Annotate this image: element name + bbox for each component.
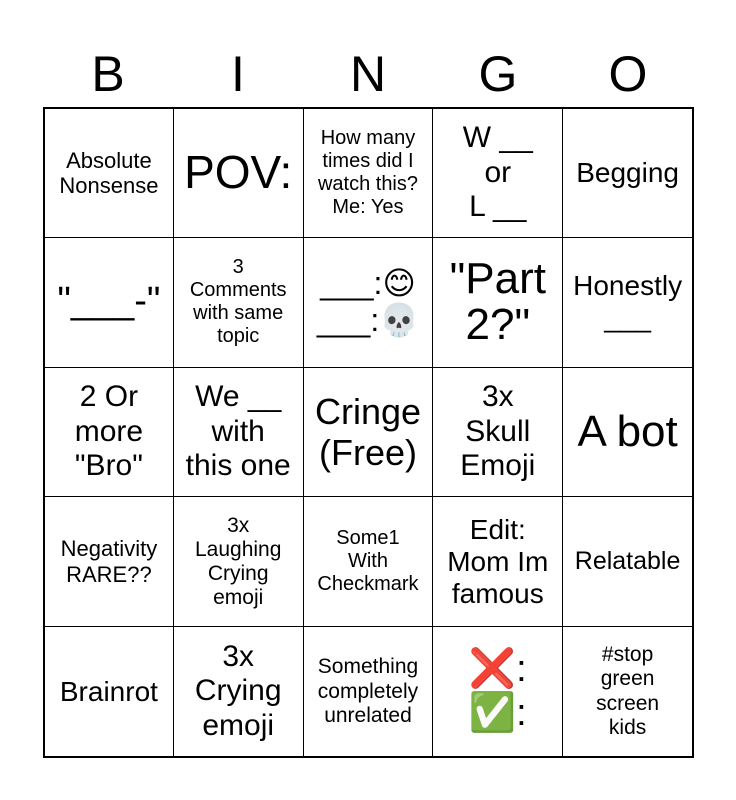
bingo-cell-r3c1[interactable]: 2 Or more "Bro" (44, 367, 174, 498)
bingo-cell-r2c4[interactable]: "Part 2?" (432, 237, 563, 368)
bingo-cell-r2c5[interactable]: Honestly ___ (562, 237, 693, 368)
bingo-cell-r5c5[interactable]: #stop green screen kids (562, 626, 693, 757)
bingo-cell-r5c3[interactable]: Something completely unrelated (303, 626, 434, 757)
header-letter-o: O (608, 46, 648, 102)
bingo-cell-r1c3[interactable]: How many times did I watch this? Me: Yes (303, 108, 434, 238)
bingo-cell-r3c2[interactable]: We __ with this one (173, 367, 304, 498)
bingo-cell-r2c1[interactable]: "___-" (44, 237, 174, 368)
bingo-cell-r2c2[interactable]: 3 Comments with same topic (173, 237, 304, 368)
bingo-board (43, 107, 694, 758)
bingo-cell-r2c3[interactable]: ___:😊 ___:💀 (303, 237, 434, 368)
header-letter-i: I (231, 46, 245, 102)
bingo-cell-r5c1[interactable]: Brainrot (44, 626, 174, 757)
bingo-cell-r3c3[interactable]: Cringe (Free) (303, 367, 434, 498)
bingo-cell-r1c1[interactable]: Absolute Nonsense (44, 108, 174, 238)
bingo-cell-r5c2[interactable]: 3x Crying emoji (173, 626, 304, 757)
header-letter-g: G (478, 46, 518, 102)
bingo-cell-r4c5[interactable]: Relatable (562, 496, 693, 627)
bingo-header (43, 40, 693, 108)
bingo-cell-r4c1[interactable]: Negativity RARE?? (44, 496, 174, 627)
bingo-cell-r3c4[interactable]: 3x Skull Emoji (432, 367, 563, 498)
header-letter-b: B (91, 46, 125, 102)
bingo-cell-r5c4[interactable]: ❌: ✅: (432, 626, 563, 757)
bingo-cell-r4c4[interactable]: Edit: Mom Im famous (432, 496, 563, 627)
bingo-cell-r3c5[interactable]: A bot (562, 367, 693, 498)
bingo-cell-r1c5[interactable]: Begging (562, 108, 693, 238)
header-letter-n: N (349, 46, 387, 102)
bingo-cell-r1c4[interactable]: W __ or L __ (432, 108, 563, 238)
bingo-cell-r4c3[interactable]: Some1 With Checkmark (303, 496, 434, 627)
bingo-cell-r4c2[interactable]: 3x Laughing Crying emoji (173, 496, 304, 627)
bingo-cell-r1c2[interactable]: POV: (173, 108, 304, 238)
